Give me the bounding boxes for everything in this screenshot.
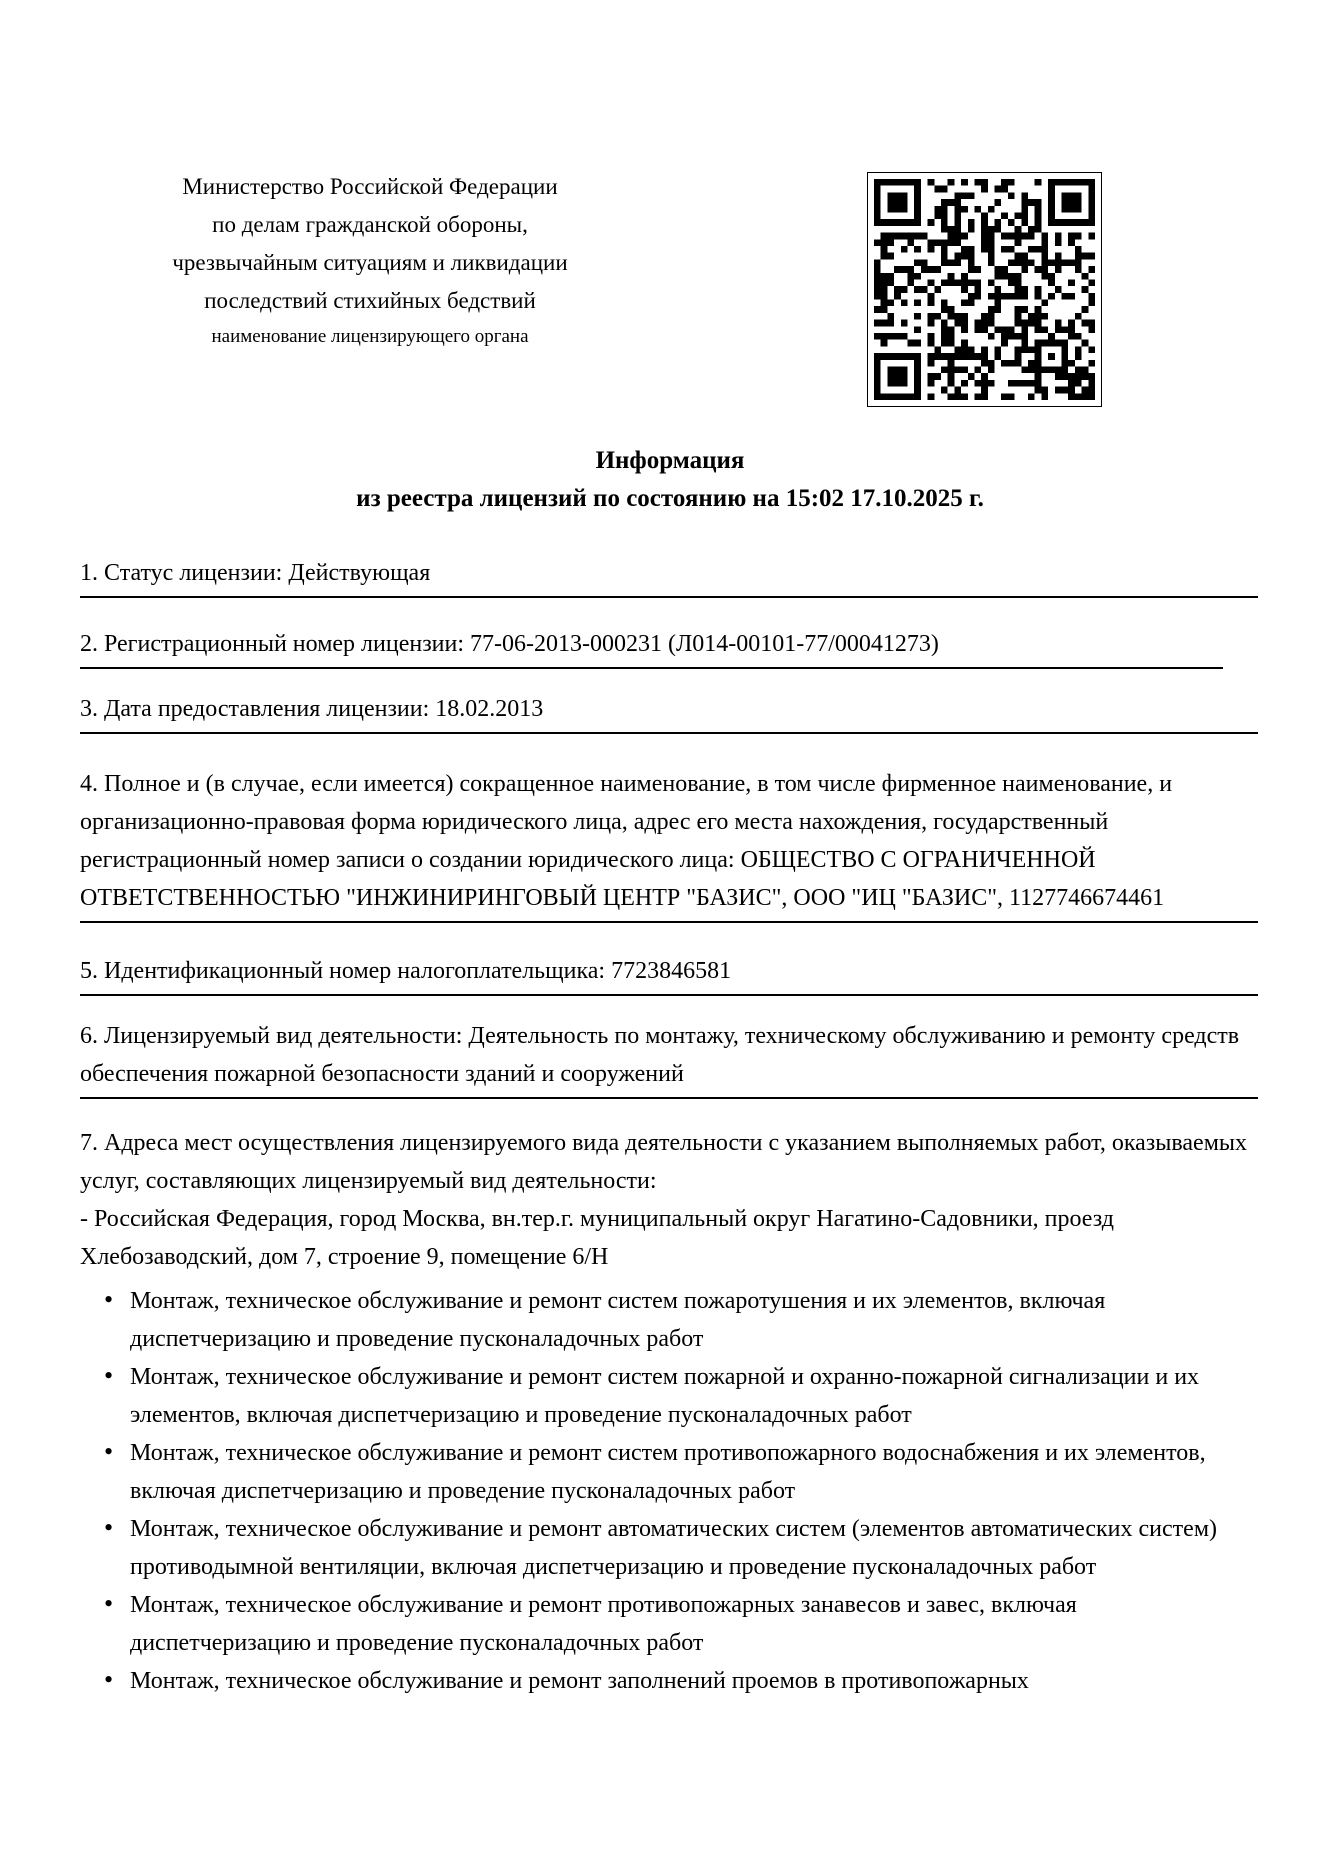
ministry-line-3: чрезвычайным ситуациям и ликвидации bbox=[172, 250, 568, 275]
ministry-line-2: по делам гражданской обороны, bbox=[212, 212, 528, 237]
addresses-intro: 7. Адреса мест осуществления лицензируемого вида деятельности с указанием выполняемых работ, оказываемых услуг, составляющих лицензируемый вид деятельности: bbox=[80, 1130, 1247, 1194]
document-header bbox=[0, 0, 1340, 442]
document-body bbox=[80, 554, 1258, 1700]
document-title-line-2: из реестра лицензий по состоянию на 15:02 17.10.2025 г. bbox=[356, 485, 984, 512]
ministry-caption: наименование лицензирующего органа bbox=[211, 326, 529, 347]
work-item: • Монтаж, техническое обслуживание и ремонт систем пожаротушения и их элементов, включая диспетчеризацию и проведение пусконаладочных работ bbox=[80, 1282, 1258, 1358]
address-line: - Российская Федерация, город Москва, вн.тер.г. муниципальный округ Нагатино-Садовники, проезд Хлебозаводский, дом 7, строение 9, помещение 6/Н bbox=[80, 1206, 1115, 1270]
field-grant-date: 3. Дата предоставления лицензии: 18.02.2013 bbox=[80, 690, 1258, 734]
work-item: • Монтаж, техническое обслуживание и ремонт систем противопожарного водоснабжения и их элементов, включая диспетчеризацию и проведение пусконаладочных работ bbox=[80, 1434, 1258, 1510]
work-item: • Монтаж, техническое обслуживание и ремонт автоматических систем (элементов автоматических систем) противодымной вентиляции, включая диспетчеризацию и проведение пусконаладочных работ bbox=[80, 1510, 1258, 1586]
qr-code-icon bbox=[874, 179, 1095, 400]
licensing-authority-block bbox=[78, 168, 662, 352]
field-legal-entity-name: 4. Полное и (в случае, если имеется) сокращенное наименование, в том числе фирменное наименование, и организационно-правовая форма юридического лица, адрес его места нахождения, государственный регистрационный номер записи о создании юридического лица: ОБЩЕСТВО С ОГРАНИЧЕННОЙ ОТВЕТСТВЕННОСТЬЮ "ИНЖИНИРИНГОВЫЙ ЦЕНТР "БАЗИС", ООО "ИЦ "БАЗИС", 1127746674461 bbox=[80, 765, 1258, 923]
field-licensed-activity: 6. Лицензируемый вид деятельности: Деятельность по монтажу, техническому обслуживанию и ремонту средств обеспечения пожарной безопасности зданий и сооружений bbox=[80, 1017, 1258, 1099]
field-license-status: 1. Статус лицензии: Действующая bbox=[80, 554, 1258, 598]
document-title bbox=[0, 442, 1340, 518]
work-item: • Монтаж, техническое обслуживание и ремонт заполнений проемов в противопожарных bbox=[80, 1662, 1258, 1700]
ministry-line-1: Министерство Российской Федерации bbox=[182, 174, 558, 199]
field-registration-number: 2. Регистрационный номер лицензии: 77-06-2013-000231 (Л014-00101-77/00041273) bbox=[80, 625, 1223, 669]
qr-code bbox=[867, 172, 1102, 407]
field-taxpayer-id: 5. Идентификационный номер налогоплательщика: 7723846581 bbox=[80, 952, 1258, 996]
section-activity-addresses bbox=[80, 1124, 1258, 1700]
document-title-line-1: Информация bbox=[595, 447, 745, 474]
work-item: • Монтаж, техническое обслуживание и ремонт противопожарных занавесов и завес, включая диспетчеризацию и проведение пусконаладочных работ bbox=[80, 1586, 1258, 1662]
ministry-line-4: последствий стихийных бедствий bbox=[204, 288, 536, 313]
works-list bbox=[80, 1282, 1258, 1700]
work-item: • Монтаж, техническое обслуживание и ремонт систем пожарной и охранно-пожарной сигнализации и их элементов, включая диспетчеризацию и проведение пусконаладочных работ bbox=[80, 1358, 1258, 1434]
